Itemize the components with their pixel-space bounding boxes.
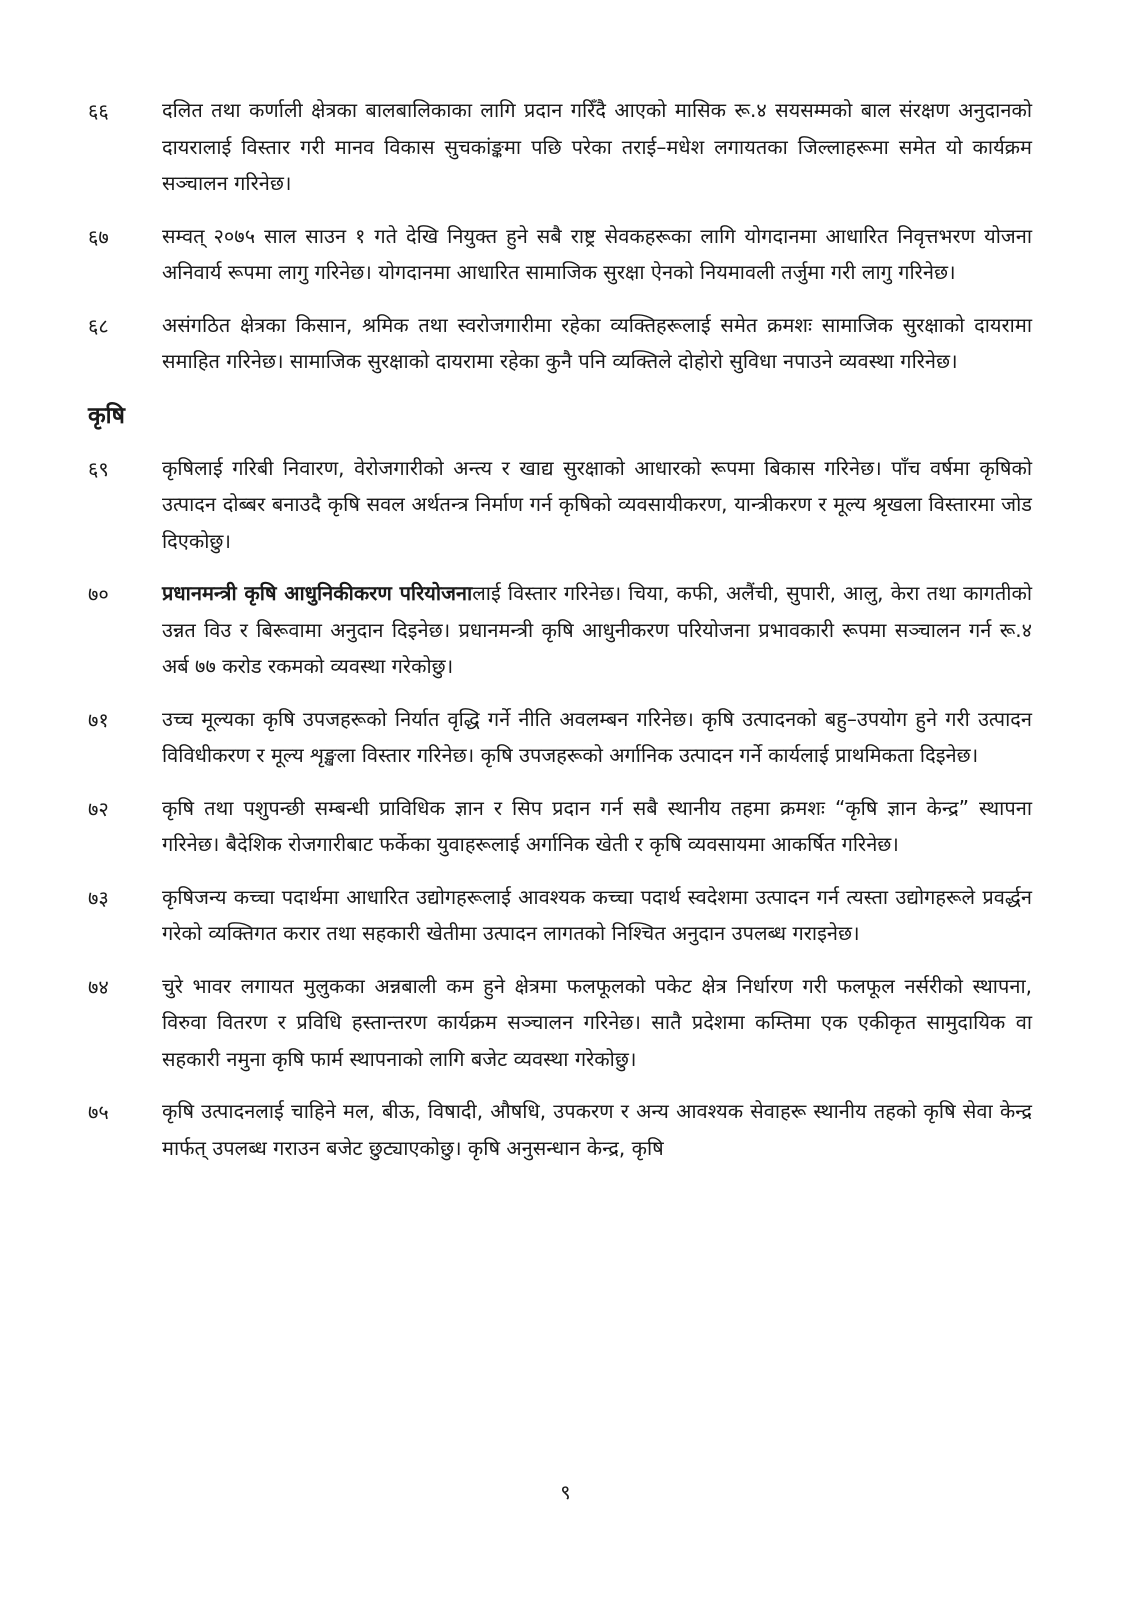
page-number: ९ — [560, 1480, 571, 1504]
paragraph-text — [162, 575, 1032, 685]
paragraph-67 — [88, 218, 1032, 291]
paragraph-text: उच्च मूल्यका कृषि उपजहरूको निर्यात वृद्धि गर्ने नीति अवलम्बन गरिनेछ। कृषि उत्पादनको बहु–उपयोग हुने गरी उत्पादन विविधीकरण र मूल्य शृङ्खला विस्तार गरिनेछ। कृषि उपजहरूको अर्गानिक उत्पादन गर्ने कार्यलाई प्राथमिकता दिइनेछ। — [162, 706, 1032, 767]
paragraph-66 — [88, 92, 1032, 202]
paragraph-number: ७२ — [88, 796, 109, 821]
paragraph-71 — [88, 701, 1032, 774]
paragraph-text: सम्वत् २०७५ साल साउन १ गते देखि नियुक्त हुने सबै राष्ट्र सेवकहरूका लागि योगदानमा आधारित निवृत्तभरण योजना अनिवार्य रूपमा लागु गरिनेछ। योगदानमा आधारित सामाजिक सुरक्षा ऐनको नियमावली तर्जुमा गरी लागु गरिनेछ। — [162, 223, 1032, 284]
paragraph-number: ६९ — [88, 456, 109, 481]
paragraph-text: दलित तथा कर्णाली क्षेत्रका बालबालिकाका लागि प्रदान गरिँदै आएको मासिक रू.४ सयसम्मको बाल संरक्षण अनुदानको दायरालाई विस्तार गरी मानव विकास सुचकांङ्कमा पछि परेका तराई–मधेश लगायतका जिल्लाहरूमा समेत यो कार्यक्रम सञ्चालन गरिनेछ। — [162, 98, 1032, 195]
paragraph-69 — [88, 450, 1032, 560]
paragraph-number: ७० — [88, 582, 109, 606]
paragraph-73 — [88, 879, 1032, 952]
bold-program-name: प्रधानमन्त्री कृषि आधुनिकीकरण परियोजना — [162, 581, 473, 605]
paragraph-text-continuation: लाई विस्तार गरिनेछ। चिया, कफी, अलैंची, सुपारी, आलु, केरा तथा कागतीको उन्नत विउ र बिरूवामा अनुदान दिइनेछ। प्रधानमन्त्री कृषि आधुनीकरण परियोजना प्रभावकारी रूपमा सञ्चालन गर्न रू.४ अर्ब ७७ करोड रकमको व्यवस्था गरेकोछु। — [162, 581, 1033, 678]
paragraph-number: ७४ — [88, 974, 109, 999]
paragraph-70 — [88, 575, 1032, 685]
paragraph-68 — [88, 307, 1032, 380]
paragraph-text: कृषिलाई गरिबी निवारण, वेरोजगारीको अन्त्य र खाद्य सुरक्षाको आधारको रूपमा बिकास गरिनेछ। पाँच वर्षमा कृषिको उत्पादन दोब्बर बनाउदै कृषि सवल अर्थतन्त्र निर्माण गर्न कृषिको व्यवसायीकरण, यान्त्रीकरण र मूल्य श्रृखला विस्तारमा जोड दिएकोछु। — [162, 455, 1032, 553]
paragraph-number: ६८ — [88, 313, 109, 338]
section-heading-agriculture: कृषि — [88, 402, 125, 429]
paragraph-75 — [88, 1093, 1032, 1166]
paragraph-number: ७५ — [88, 1100, 109, 1124]
paragraph-number: ६७ — [88, 224, 109, 249]
page-content — [88, 92, 1032, 1182]
paragraph-number: ७१ — [88, 707, 109, 732]
paragraph-text: चुरे भावर लगायत मुलुकका अन्नबाली कम हुने क्षेत्रमा फलफूलको पकेट क्षेत्र निर्धारण गरी फलफूल नर्सरीको स्थापना, विरुवा वितरण र प्रविधि हस्तान्तरण कार्यक्रम सञ्चालन गरिनेछ। सातै प्रदेशमा कम्तिमा एक एकीकृत सामुदायिक वा सहकारी नमुना कृषि फार्म स्थापनाको लागि बजेट व्यवस्था गरेकोछु। — [162, 973, 1032, 1071]
paragraph-text: कृषि उत्पादनलाई चाहिने मल, बीऊ, विषादी, औषधि, उपकरण र अन्य आवश्यक सेवाहरू स्थानीय तहको कृषि सेवा केन्द्र मार्फत् उपलब्ध गराउन बजेट छुट्याएकोछु। कृषि अनुसन्धान केन्द्र, कृषि — [162, 1099, 1032, 1160]
paragraph-74 — [88, 968, 1032, 1078]
paragraph-72 — [88, 790, 1032, 863]
paragraph-number: ६६ — [88, 99, 109, 123]
paragraph-number: ७३ — [88, 885, 109, 910]
paragraph-text: असंगठित क्षेत्रका किसान, श्रमिक तथा स्वरोजगारीमा रहेका व्यक्तिहरूलाई समेत क्रमशः सामाजिक सुरक्षाको दायरामा समाहित गरिनेछ। सामाजिक सुरक्षाको दायरामा रहेका कुनै पनि व्यक्तिले दोहोरो सुविधा नपाउने व्यवस्था गरिनेछ। — [162, 312, 1032, 373]
paragraph-text: कृषिजन्य कच्चा पदार्थमा आधारित उद्योगहरूलाई आवश्यक कच्चा पदार्थ स्वदेशमा उत्पादन गर्न त्यस्ता उद्योगहरूले प्रवर्द्धन गरेको व्यक्तिगत करार तथा सहकारी खेतीमा उत्पादन लागतको निश्चित अनुदान उपलब्ध गराइनेछ। — [162, 884, 1032, 945]
paragraph-text: कृषि तथा पशुपन्छी सम्बन्धी प्राविधिक ज्ञान र सिप प्रदान गर्न सबै स्थानीय तहमा क्रमशः “कृषि ज्ञान केन्द्र” स्थापना गरिनेछ। बैदेशिक रोजगारीबाट फर्केका युवाहरूलाई अर्गानिक खेती र कृषि व्यवसायमा आकर्षित गरिनेछ। — [162, 795, 1032, 856]
